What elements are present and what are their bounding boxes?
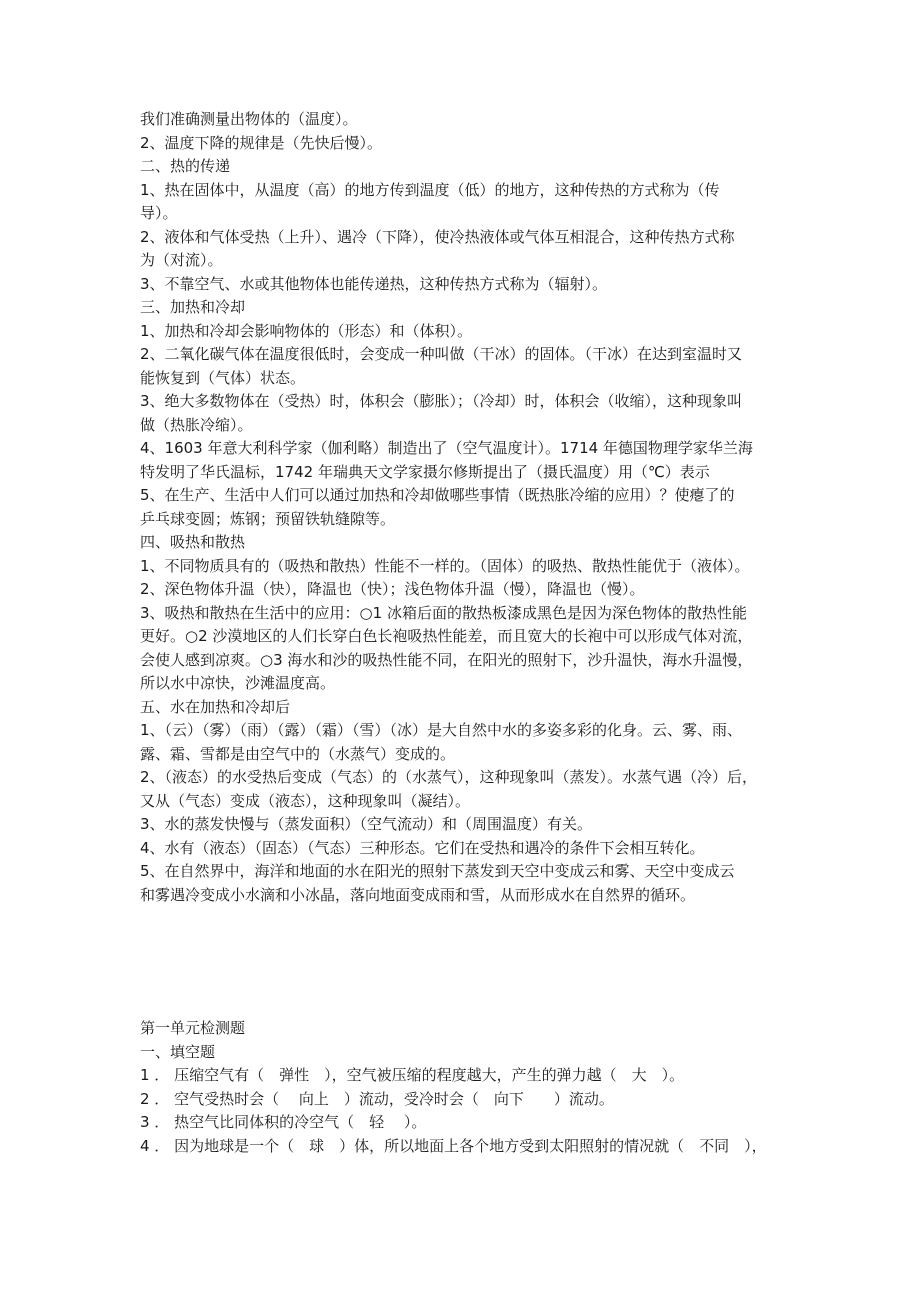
- question-line: 3 ． 热空气比同体积的冷空气（ 轻 ）。: [140, 1113, 427, 1131]
- question-line: 1 ． 压缩空气有（ 弹性 ），空气被压缩的程度越大，产生的弹力越（ 大 ）。: [140, 1066, 685, 1084]
- text-line: 和雾遇冷变成小水滴和小冰晶，落向地面变成雨和雪，从而形成水在自然界的循环。: [140, 885, 696, 904]
- document-page: [140, 108, 785, 1158]
- text-line: 我们准确测量出物体的（温度）。: [140, 110, 358, 128]
- text-line: 3、不靠空气、水或其他物体也能传递热，这种传热方式称为（辐射）。: [140, 274, 608, 293]
- text-line: 3、水的蒸发快慢与（蒸发面积）（空气流动）和（周围温度）有关。: [140, 815, 593, 833]
- test-subtitle: 一、填空题: [140, 1042, 216, 1061]
- text-line: 1、热在固体中，从温度（高）的地方传到温度（低）的地方，这种传热的方式称为（传: [140, 180, 720, 199]
- text-line: 能恢复到（气体）状态。: [140, 368, 306, 387]
- text-line: 4、水有（液态）（固态）（气态）三种形态。它们在受热和遇冷的条件下会相互转化。: [140, 838, 705, 857]
- section-heading: 四、吸热和散热: [140, 533, 246, 551]
- text-line: 2、深色物体升温（快），降温也（快）；浅色物体升温（慢），降温也（慢）。: [140, 580, 645, 598]
- section-heading: 二、热的传递: [140, 157, 231, 175]
- text-line: 5、在生产、生活中人们可以通过加热和冷却做哪些事情（既热胀冷缩的应用）？使瘪了的: [140, 486, 735, 504]
- section-heading: 五、水在加热和冷却后: [140, 697, 291, 716]
- blank-space: [140, 907, 785, 1017]
- notes-section: [140, 108, 785, 907]
- test-section: [140, 1017, 785, 1158]
- text-line: 4、1603 年意大利科学家（伽利略）制造出了（空气温度计）。1714 年德国物理学家华兰海: [140, 439, 753, 457]
- text-line: 做（热胀冷缩）。: [140, 415, 253, 434]
- text-line: 2、温度下降的规律是（先快后慢）。: [140, 133, 383, 152]
- text-line: 1、加热和冷却会影响物体的（形态）和（体积）。: [140, 321, 473, 340]
- text-line: 所以水中凉快，沙滩温度高。: [140, 674, 336, 692]
- text-line: 又从（气态）变成（液态），这种现象叫（凝结）。: [140, 791, 471, 810]
- text-line: 1、不同物质具有的（吸热和散热）性能不一样的。（固体）的吸热、散热性能优于（液体）。: [140, 556, 750, 575]
- text-line: 乒乓球变圆；炼钢；预留铁轨缝隙等。: [140, 509, 396, 528]
- text-line: 露、霜、雪都是由空气中的（水蒸气）变成的。: [140, 744, 456, 763]
- text-line: 特发明了华氏温标，1742 年瑞典天文学家摄尔修斯提出了（摄氏温度）用（℃）表示: [140, 462, 710, 481]
- question-line: 2 ． 空气受热时会（ 向上 ）流动，受冷时会（ 向下 ）流动。: [140, 1089, 614, 1108]
- test-title: 第一单元检测题: [140, 1019, 246, 1037]
- text-line: 5、在自然界中，海洋和地面的水在阳光的照射下蒸发到天空中变成云和雾、天空中变成云: [140, 862, 735, 880]
- text-line: 为（对流）。: [140, 251, 223, 269]
- text-line: 更好。○2 沙漠地区的人们长穿白色长袍吸热性能差，而且宽大的长袍中可以形成气体对流，: [140, 627, 753, 645]
- text-line: 3、绝大多数物体在（受热）时，体积会（膨胀）；（冷却）时，体积会（收缩），这种现象叫: [140, 392, 743, 410]
- text-line: 导）。: [140, 204, 178, 222]
- text-line: 2、（液态）的水受热后变成（气态）的（水蒸气），这种现象叫（蒸发）。水蒸气遇（冷）后，: [140, 768, 758, 786]
- question-line: 4 ． 因为地球是一个（ 球 ）体，所以地面上各个地方受到太阳照射的情况就（ 不同 ），: [140, 1136, 767, 1155]
- text-line: 1、（云）（雾）（雨）（露）（霜）（雪）（冰）是大自然中水的多姿多彩的化身。云、雾、雨、: [140, 721, 743, 739]
- text-line: 2、液体和气体受热（上升）、遇冷（下降），使冷热液体或气体互相混合，这种传热方式称: [140, 227, 735, 246]
- text-line: 2、二氧化碳气体在温度很低时，会变成一种叫做（干冰）的固体。（干冰）在达到室温时又: [140, 345, 743, 363]
- section-heading: 三、加热和冷却: [140, 298, 246, 316]
- text-line: 会使人感到凉爽。○3 海水和沙的吸热性能不同，在阳光的照射下，沙升温快，海水升温慢，: [140, 650, 753, 669]
- text-line: 3、吸热和散热在生活中的应用：○1 冰箱后面的散热板漆成黑色是因为深色物体的散热性能: [140, 603, 747, 622]
